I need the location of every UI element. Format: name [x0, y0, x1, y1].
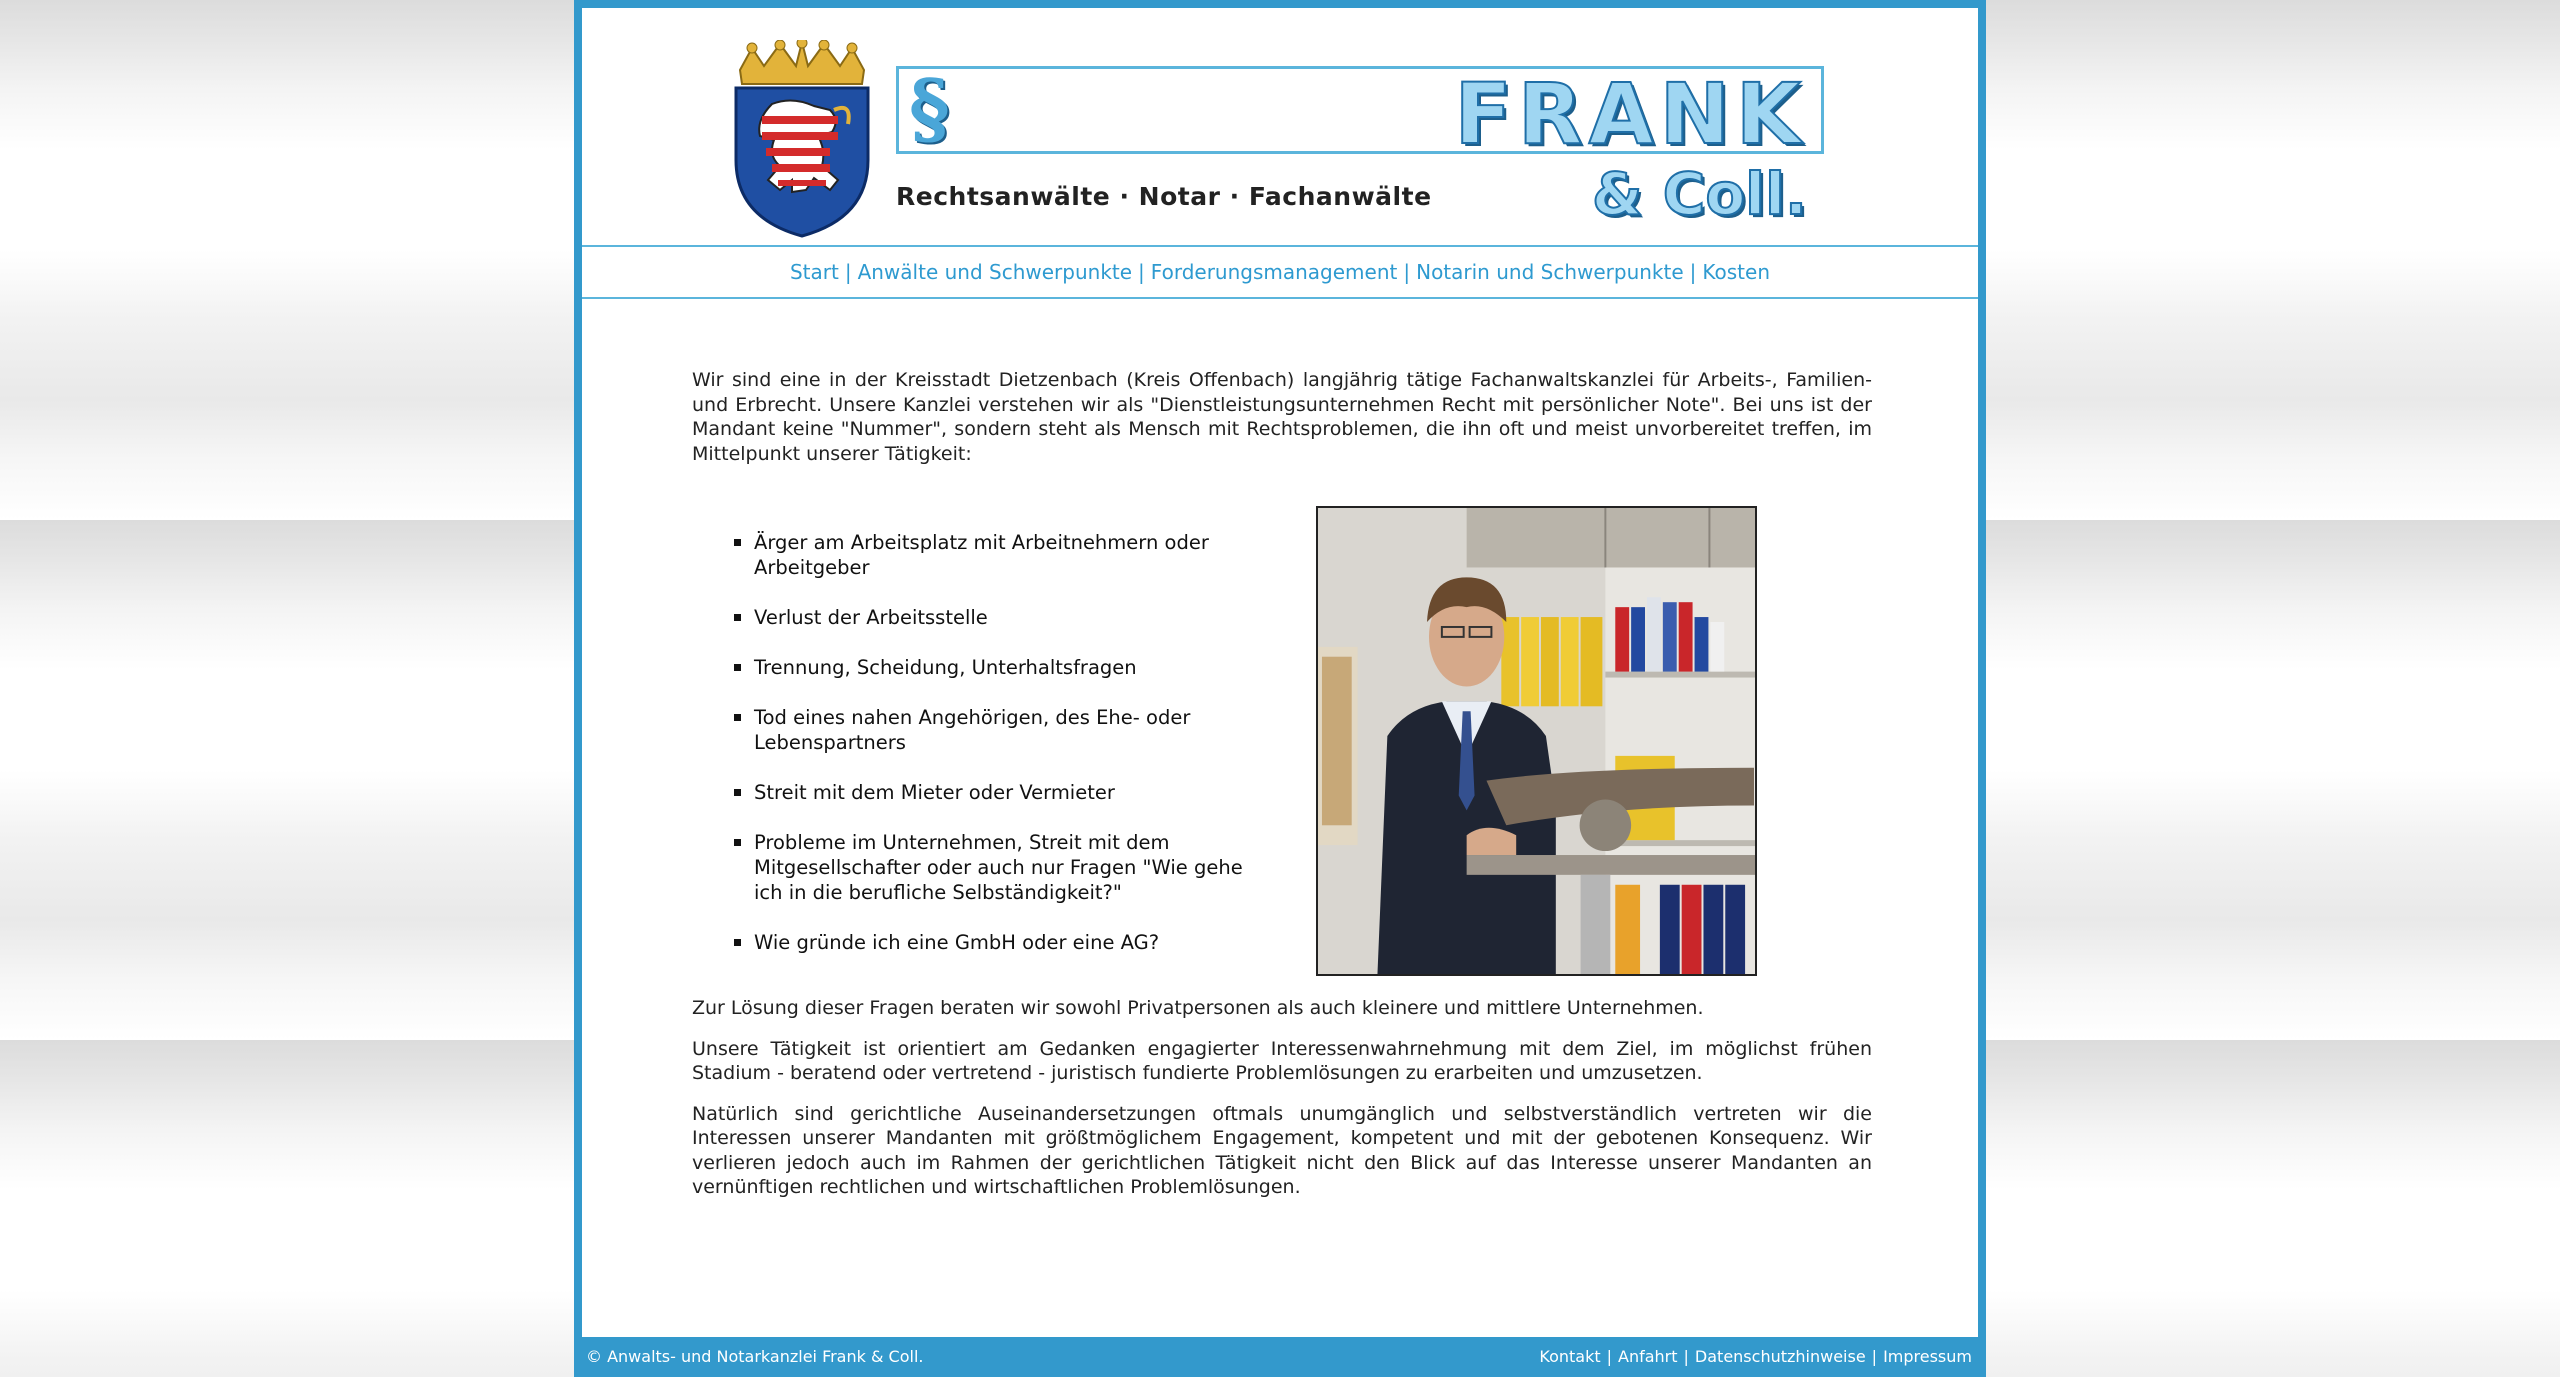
main-content: [692, 368, 1872, 1216]
page-container: [574, 0, 1986, 1377]
list-item: Probleme im Unternehmen, Streit mit dem Mitgesellschafter oder auch nur Fragen "Wie gehe ich in die berufliche Selbständigkeit?": [754, 830, 1264, 905]
footer-link-anfahrt[interactable]: Anfahrt: [1618, 1347, 1678, 1366]
brand-logo-box: [896, 63, 1824, 163]
concerns-list: [730, 530, 1264, 980]
footer-separator: |: [1606, 1347, 1613, 1366]
list-item: Trennung, Scheidung, Unterhaltsfragen: [754, 655, 1264, 680]
nav-separator: |: [844, 260, 852, 284]
tagline: Rechtsanwälte · Notar · Fachanwälte: [896, 182, 1432, 211]
content-paragraph: Zur Lösung dieser Fragen beraten wir sowohl Privatpersonen als auch kleinere und mittlere Unternehmen.: [692, 997, 1704, 1019]
nav-item-anwaelte[interactable]: Anwälte und Schwerpunkte: [857, 260, 1133, 284]
site-footer: [582, 1337, 1978, 1377]
copyright-text: © Anwalts- und Notarkanzlei Frank & Coll.: [586, 1347, 924, 1366]
nav-item-notarin[interactable]: Notarin und Schwerpunkte: [1416, 260, 1684, 284]
list-item: Ärger am Arbeitsplatz mit Arbeitnehmern oder Arbeitgeber: [754, 530, 1264, 580]
brand-suffix: & Coll.: [1592, 160, 1807, 228]
main-navigation: [582, 245, 1978, 299]
footer-links: [1539, 1337, 1972, 1377]
nav-item-kosten[interactable]: Kosten: [1702, 260, 1771, 284]
footer-link-datenschutz[interactable]: Datenschutzhinweise: [1694, 1347, 1866, 1366]
intro-paragraph: Wir sind eine in der Kreisstadt Dietzenbach (Kreis Offenbach) langjährig tätige Fachanwaltskanzlei für Arbeits-, Familien- und Erbrecht. Unsere Kanzlei verstehen wir als "Dienstleistungsunternehmen Recht mit persönlicher Note". Bei uns ist der Mandant keine "Nummer", sondern steht als Mensch mit Rechtsproblemen, die ihn oft und meist unvorbereitet treffen, im Mittelpunkt unserer Tätigkeit:: [692, 369, 1872, 465]
list-item: Verlust der Arbeitsstelle: [754, 605, 1264, 630]
nav-item-start[interactable]: Start: [789, 260, 839, 284]
attorney-portrait-photo: [1316, 506, 1757, 976]
content-paragraph: Unsere Tätigkeit ist orientiert am Gedanken engagierter Interessenwahrnehmung mit dem Ziel, im möglichst frühen Stadium - beratend oder vertretend - juristisch fundierte Problemlösungen zu erarbeiten und umzusetzen.: [692, 1037, 1872, 1084]
nav-separator: |: [1138, 260, 1145, 284]
paragraph-symbol-icon: §: [909, 63, 950, 154]
hessen-lion-crest-icon: [722, 40, 882, 240]
nav-item-forderungsmanagement[interactable]: Forderungsmanagement: [1150, 260, 1398, 284]
footer-link-impressum[interactable]: Impressum: [1883, 1347, 1972, 1366]
site-header: [582, 8, 1978, 245]
list-item: Wie gründe ich eine GmbH oder eine AG?: [754, 930, 1264, 955]
footer-separator: |: [1871, 1347, 1878, 1366]
list-item: Tod eines nahen Angehörigen, des Ehe- oder Lebenspartners: [754, 705, 1264, 755]
footer-separator: |: [1683, 1347, 1689, 1366]
footer-link-kontakt[interactable]: Kontakt: [1539, 1347, 1601, 1366]
nav-separator: |: [1689, 260, 1697, 284]
brand-name: FRANK: [1454, 65, 1807, 163]
nav-separator: |: [1403, 260, 1411, 284]
content-paragraph: Natürlich sind gerichtliche Auseinandersetzungen oftmals unumgänglich und selbstverständlich vertreten wir die Interessen unserer Mandanten mit größtmöglichem Engagement, kompetent und mit der gebotenen Konsequenz. Wir verlieren jedoch auch im Rahmen der gerichtlichen Tätigkeit nicht den Blick auf das Interesse unserer Mandanten an vernünftigen rechtlichen und wirtschaftlichen Problemlösungen.: [692, 1102, 1872, 1198]
concerns-section: [692, 506, 1872, 996]
list-item: Streit mit dem Mieter oder Vermieter: [754, 780, 1264, 805]
